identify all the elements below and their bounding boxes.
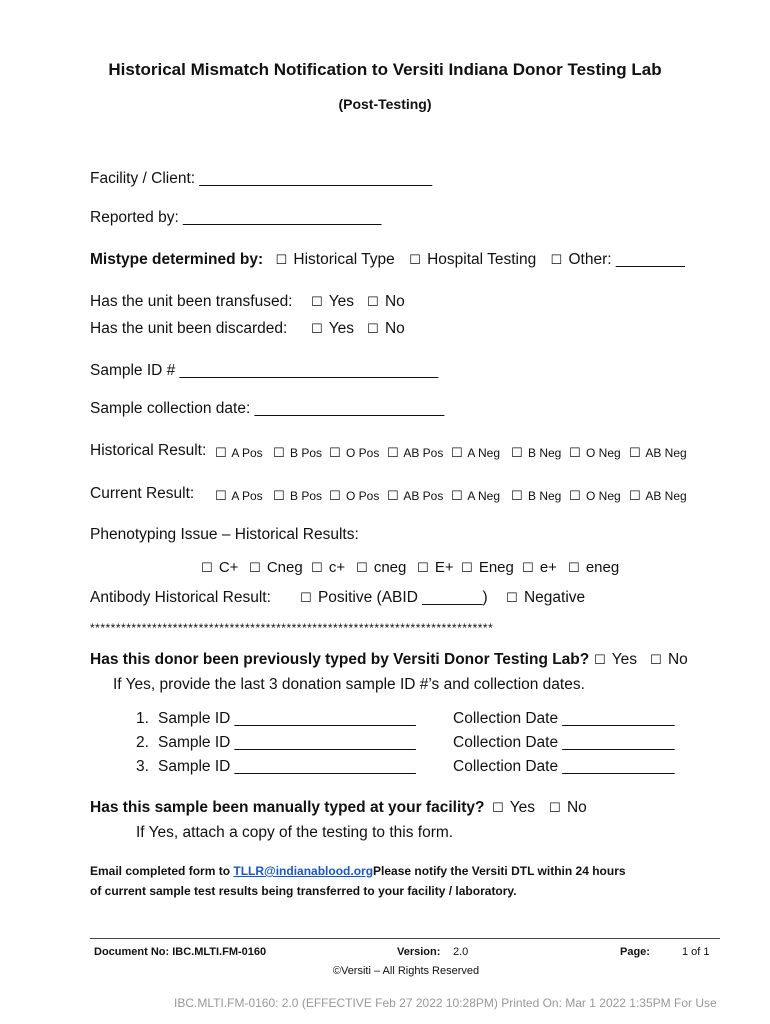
historical-result-opt-aneg[interactable] — [451, 445, 500, 461]
checkbox-icon[interactable]: ☐ — [511, 488, 523, 503]
phenotyping-opt-eplus-lower[interactable] — [522, 559, 557, 576]
historical-result-opt-apos[interactable] — [215, 445, 263, 461]
donation-row-3-sample-id[interactable]: Sample ID _____________________ — [158, 758, 416, 775]
option-label: A Pos — [231, 446, 263, 460]
phenotyping-opt-eneg-lower[interactable] — [568, 559, 619, 576]
phenotyping-opt-cplus-lower[interactable] — [311, 559, 345, 576]
checkbox-icon[interactable]: ☐ — [568, 560, 580, 575]
footer-divider — [90, 938, 720, 939]
checkbox-icon[interactable]: ☐ — [311, 560, 323, 575]
historical-result-opt-opos[interactable] — [329, 445, 379, 461]
mistype-label: Mistype determined by: — [90, 251, 264, 268]
option-label: AB Pos — [403, 446, 444, 460]
email-instruction-line-2: of current sample test results being transferred to your facility / laboratory. — [90, 884, 517, 898]
previously-typed-yes-option[interactable] — [594, 651, 637, 669]
checkbox-icon[interactable]: ☐ — [650, 652, 662, 667]
current-result-opt-abneg[interactable] — [629, 488, 687, 504]
current-result-opt-abpos[interactable] — [387, 488, 443, 504]
previously-typed-instruction: If Yes, provide the last 3 donation sample ID #’s and collection dates. — [113, 676, 585, 693]
checkbox-icon[interactable]: ☐ — [329, 488, 341, 503]
option-label: Hospital Testing — [427, 251, 537, 268]
donation-row-2-number: 2. — [136, 734, 149, 751]
checkbox-icon[interactable]: ☐ — [549, 800, 561, 815]
form-title: Historical Mismatch Notification to Versiti Indiana Donor Testing Lab — [108, 60, 662, 79]
version-label: Version: — [397, 946, 441, 958]
option-label: Historical Type — [293, 251, 395, 268]
checkbox-icon[interactable]: ☐ — [367, 321, 379, 336]
antibody-negative-option[interactable] — [506, 589, 585, 607]
historical-result-opt-abpos[interactable] — [387, 445, 443, 461]
checkbox-icon[interactable]: ☐ — [367, 294, 379, 309]
facility-client-field[interactable]: Facility / Client: ___________________________ — [90, 170, 433, 187]
checkbox-icon[interactable]: ☐ — [506, 590, 518, 605]
option-label: A Pos — [231, 489, 263, 503]
phenotyping-opt-eneg-upper[interactable] — [461, 559, 514, 576]
option-label: No — [384, 293, 405, 310]
checkbox-icon[interactable]: ☐ — [273, 445, 285, 460]
sample-collection-date-field[interactable]: Sample collection date: ______________________ — [90, 400, 445, 417]
form-subtitle: (Post-Testing) — [338, 96, 432, 112]
option-label: Cneg — [266, 559, 303, 576]
mistype-other-option[interactable] — [551, 251, 685, 269]
checkbox-icon[interactable]: ☐ — [451, 445, 463, 460]
checkbox-icon[interactable]: ☐ — [409, 252, 421, 267]
document-number: Document No: IBC.MLTI.FM-0160 — [94, 946, 267, 958]
option-label: B Neg — [528, 446, 562, 460]
checkbox-icon[interactable]: ☐ — [451, 488, 463, 503]
option-label: B Neg — [528, 489, 562, 503]
email-instruction-line-1 — [90, 864, 626, 878]
current-result-opt-opos[interactable] — [329, 488, 379, 504]
checkbox-icon[interactable]: ☐ — [629, 488, 641, 503]
checkbox-icon[interactable]: ☐ — [215, 488, 227, 503]
checkbox-icon[interactable]: ☐ — [629, 445, 641, 460]
page-value: 1 of 1 — [682, 946, 710, 958]
option-label: A Neg — [467, 446, 501, 460]
checkbox-icon[interactable]: ☐ — [311, 321, 323, 336]
mistype-row — [90, 251, 685, 269]
email-rest: Please notify the Versiti DTL within 24 hours — [373, 864, 626, 878]
current-result-opt-aneg[interactable] — [451, 488, 500, 504]
checkbox-icon[interactable]: ☐ — [275, 252, 288, 267]
manually-typed-yes-option[interactable] — [492, 799, 535, 817]
option-label: Other: ________ — [568, 251, 685, 268]
option-label: No — [566, 799, 587, 816]
checkbox-icon[interactable]: ☐ — [311, 294, 323, 309]
email-prefix: Email completed form to — [90, 864, 234, 878]
donation-row-1-number: 1. — [136, 710, 149, 727]
antibody-label: Antibody Historical Result: — [90, 589, 271, 606]
option-label: O Pos — [346, 489, 380, 503]
option-label: Yes — [328, 293, 354, 310]
email-link[interactable]: TLLR@indianablood.org — [233, 864, 374, 878]
checkbox-icon[interactable]: ☐ — [387, 445, 399, 460]
option-label: cneg — [373, 559, 407, 576]
option-label: No — [667, 651, 688, 668]
option-label: e+ — [539, 559, 557, 576]
option-label: AB Pos — [403, 489, 444, 503]
mistype-historical-option[interactable] — [275, 251, 394, 269]
version-value: 2.0 — [453, 946, 469, 958]
copyright: ©Versiti – All Rights Reserved — [332, 965, 480, 977]
checkbox-icon[interactable]: ☐ — [594, 652, 606, 667]
print-footer: IBC.MLTI.FM-0160: 2.0 (EFFECTIVE Feb 27 2022 10:28PM) Printed On: Mar 1 2022 1:35PM For Use — [174, 996, 717, 1010]
discarded-label: Has the unit been discarded: — [90, 320, 288, 337]
historical-result-label: Historical Result: — [90, 442, 207, 459]
discarded-yes-option[interactable] — [311, 320, 354, 338]
phenotyping-opt-cneg-lower[interactable] — [356, 559, 406, 576]
option-label: No — [384, 320, 405, 337]
checkbox-icon[interactable]: ☐ — [300, 590, 312, 605]
antibody-positive-option[interactable] — [300, 589, 488, 607]
checkbox-icon[interactable]: ☐ — [461, 560, 473, 575]
donation-row-3-collection-date[interactable]: Collection Date _____________ — [453, 758, 675, 775]
checkbox-icon[interactable]: ☐ — [569, 445, 581, 460]
option-label: Positive (ABID _______) — [317, 589, 488, 606]
transfused-label: Has the unit been transfused: — [90, 293, 293, 310]
transfused-yes-option[interactable] — [311, 293, 354, 311]
historical-result-opt-abneg[interactable] — [629, 445, 687, 461]
current-result-opt-oneg[interactable] — [569, 488, 621, 504]
option-label: O Neg — [586, 489, 621, 503]
checkbox-icon[interactable]: ☐ — [569, 488, 581, 503]
historical-result-opt-bpos[interactable] — [273, 445, 322, 461]
current-result-opt-apos[interactable] — [215, 488, 263, 504]
current-result-label: Current Result: — [90, 485, 195, 502]
donation-row-2-collection-date[interactable]: Collection Date _____________ — [453, 734, 675, 751]
discarded-no-option[interactable] — [367, 320, 405, 338]
checkbox-icon[interactable]: ☐ — [356, 560, 368, 575]
option-label: B Pos — [290, 489, 323, 503]
donation-row-1-sample-id[interactable]: Sample ID _____________________ — [158, 710, 416, 727]
previously-typed-no-option[interactable] — [650, 651, 688, 669]
checkbox-icon[interactable]: ☐ — [387, 488, 399, 503]
checkbox-icon[interactable]: ☐ — [492, 800, 504, 815]
option-label: AB Neg — [645, 446, 687, 460]
checkbox-icon[interactable]: ☐ — [550, 252, 563, 267]
option-label: C+ — [218, 559, 239, 576]
donation-row-3-number: 3. — [136, 758, 149, 775]
option-label: c+ — [328, 559, 346, 576]
phenotyping-label: Phenotyping Issue – Historical Results: — [90, 526, 359, 543]
current-result-opt-bpos[interactable] — [273, 488, 322, 504]
historical-result-opt-oneg[interactable] — [569, 445, 621, 461]
phenotyping-opt-cneg-upper[interactable] — [249, 559, 303, 576]
option-label: Yes — [509, 799, 535, 816]
option-label: AB Neg — [645, 489, 687, 503]
current-result-opt-bneg[interactable] — [511, 488, 561, 504]
option-label: O Neg — [586, 446, 621, 460]
option-label: B Pos — [290, 446, 323, 460]
donation-row-1-collection-date[interactable]: Collection Date _____________ — [453, 710, 675, 727]
option-label: A Neg — [467, 489, 501, 503]
option-label: O Pos — [346, 446, 380, 460]
checkbox-icon[interactable]: ☐ — [417, 560, 429, 575]
historical-result-opt-bneg[interactable] — [511, 445, 561, 461]
checkbox-icon[interactable]: ☐ — [522, 560, 534, 575]
phenotyping-opt-cplus[interactable] — [201, 559, 238, 576]
manually-typed-instruction: If Yes, attach a copy of the testing to this form. — [136, 824, 454, 841]
checkbox-icon[interactable]: ☐ — [511, 445, 523, 460]
checkbox-icon[interactable]: ☐ — [329, 445, 341, 460]
manually-typed-question: Has this sample been manually typed at your facility? — [90, 799, 485, 816]
option-label: Negative — [523, 589, 586, 606]
reported-by-field[interactable]: Reported by: _______________________ — [90, 209, 382, 226]
option-label: eneg — [585, 559, 620, 576]
checkbox-icon[interactable]: ☐ — [249, 560, 261, 575]
previously-typed-question: Has this donor been previously typed by Versiti Donor Testing Lab? — [90, 651, 590, 668]
checkbox-icon[interactable]: ☐ — [273, 488, 285, 503]
page-label: Page: — [620, 946, 650, 958]
option-label: Yes — [328, 320, 354, 337]
option-label: Yes — [611, 651, 637, 668]
mistype-hospital-option[interactable] — [409, 251, 536, 269]
transfused-no-option[interactable] — [367, 293, 405, 311]
asterisk-separator: ****************************************************************************** — [90, 621, 494, 635]
donation-row-2-sample-id[interactable]: Sample ID _____________________ — [158, 734, 416, 751]
checkbox-icon[interactable]: ☐ — [201, 560, 213, 575]
sample-id-field[interactable]: Sample ID # ______________________________ — [90, 362, 439, 379]
option-label: Eneg — [478, 559, 514, 576]
manually-typed-no-option[interactable] — [549, 799, 587, 817]
option-label: E+ — [434, 559, 454, 576]
checkbox-icon[interactable]: ☐ — [215, 445, 227, 460]
phenotyping-opt-eplus[interactable] — [417, 559, 454, 576]
